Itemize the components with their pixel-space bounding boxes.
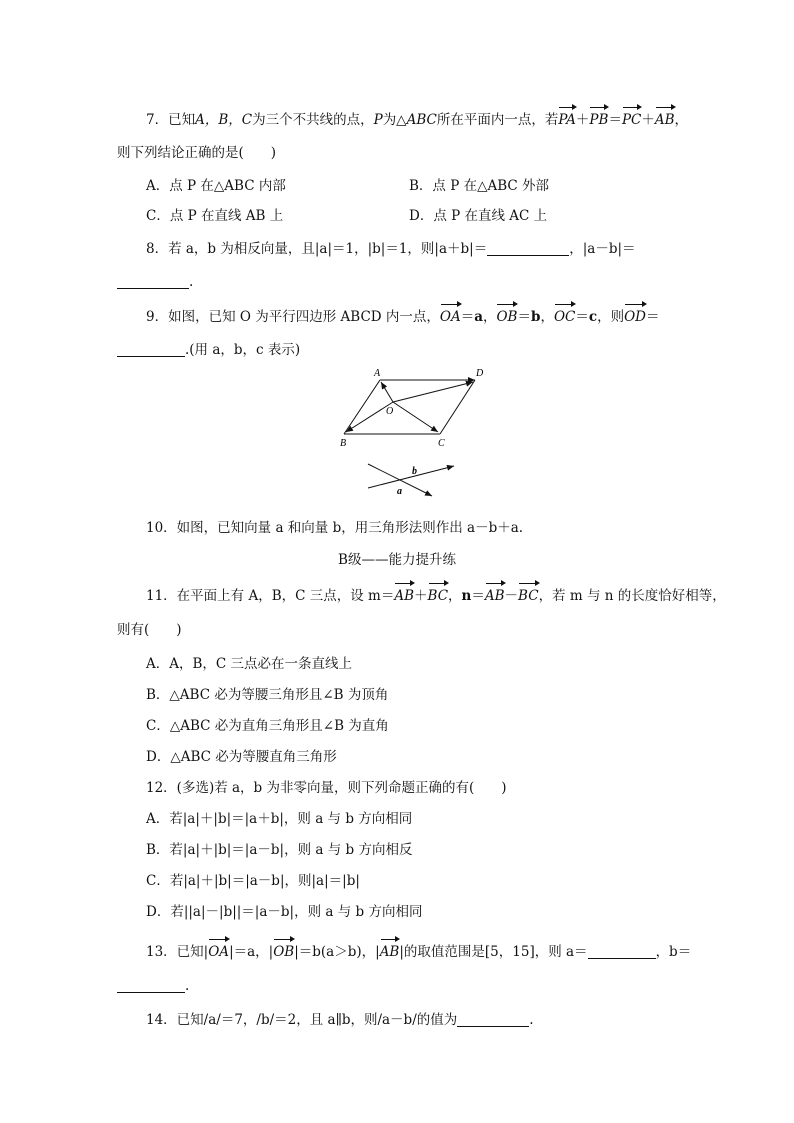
q8-line2 [117, 272, 193, 292]
q9-line2 [117, 340, 300, 360]
q7-triangle: ABC [406, 112, 437, 128]
answer-blank [117, 274, 189, 289]
q13-line1 [146, 942, 691, 962]
parallelogram-figure [330, 362, 490, 452]
label-d: D [476, 368, 484, 379]
vector-oa: OA [208, 944, 230, 960]
vector-ob: OB [496, 309, 518, 325]
q13-text5: ，b＝ [655, 944, 692, 960]
label-o: O [386, 406, 394, 417]
label-b: B [340, 438, 347, 449]
q7-option-c: C．点 P 在直线 AB 上 [146, 208, 284, 224]
vector-od-arrow [393, 382, 473, 402]
q7-vars: A，B，C [195, 112, 253, 128]
answer-blank [117, 342, 185, 357]
vector-ab: AB [379, 944, 400, 960]
q7-point: P [373, 112, 383, 128]
q14-line1 [146, 1010, 534, 1030]
q13-text3: |＝b(a＞b)，| [294, 944, 380, 960]
vector-pc: PC [621, 112, 642, 128]
vector-pa: PA [558, 112, 576, 128]
q12-option-c: C．若|a|＋|b|＝|a－b|，则|a|＝|b| [146, 873, 360, 889]
q11-line1: 11．在平面上有 A，B，C 三点，设 m＝AB＋BC，n＝AB－BC，若 m 与 n 的长度恰好相等， [146, 588, 726, 604]
section-heading: B级——能力提升练 [338, 552, 456, 568]
vector-ab: AB [394, 588, 415, 604]
q13-end: . [185, 978, 190, 994]
q7-text3: 所在平面内一点，若 [436, 112, 559, 128]
label-c: C [438, 438, 445, 449]
vector-ob: OB [273, 944, 295, 960]
q12-line1: 12．(多选)若 a，b 为非零向量，则下列命题正确的有( ) [146, 780, 507, 796]
q11-text2: ，若 m 与 n 的长度恰好相等， [538, 588, 726, 604]
q8-text: 8．若 a，b 为相反向量，且|a|＝1，|b|＝1，则|a＋b|＝ [146, 241, 488, 257]
edge-ab [344, 380, 380, 434]
vector-ab: AB [654, 112, 675, 128]
q12-option-d: D．若||a|－|b||＝|a－b|，则 a 与 b 方向相同 [146, 904, 423, 920]
q13-text2: |＝a，| [229, 944, 274, 960]
label-a: a [397, 486, 402, 497]
q12-option-b: B．若|a|＋|b|＝|a－b|，则 a 与 b 方向相反 [146, 842, 413, 858]
q7-line1: 7．已知A，B，C为三个不共线的点，P为△ABC所在平面内一点，若PA＋PB＝PC＋AB， [146, 112, 689, 128]
vector-b-arrow [368, 466, 454, 488]
vector-bc: BC [427, 588, 449, 604]
q7-number: 7．已知 [146, 112, 196, 128]
q10-line1: 10．如图，已知向量 a 和向量 b，用三角形法则作出 a－b＋a. [146, 520, 524, 536]
vector-oc-arrow [393, 402, 438, 432]
label-a: A [374, 368, 381, 379]
q9-line1: 9．如图，已知 O 为平行四边形 ABCD 内一点，OA＝a，OB＝b，OC＝c，则OD＝ [146, 309, 660, 325]
q13-text4: |的取值范围是[5，15]，则 a＝ [399, 944, 588, 960]
q7-option-d: D．点 P 在直线 AC 上 [409, 208, 548, 224]
q14-text: 14．已知/a/＝7，/b/＝2，且 a∥b，则/a－b/的值为 [146, 1012, 458, 1028]
q11-option-d: D．△ABC 必为等腰直角三角形 [146, 749, 337, 765]
q13-line2 [117, 976, 189, 996]
q8-line1 [146, 239, 636, 259]
q8-text2: ，|a－b|＝ [569, 241, 636, 257]
answer-blank [487, 241, 569, 256]
q11-option-c: C．△ABC 必为直角三角形且∠B 为直角 [146, 718, 389, 734]
q7-line2: 则下列结论正确的是( ) [117, 145, 277, 161]
vector-pb: PB [589, 112, 609, 128]
vector-ab: AB [484, 588, 505, 604]
q11-option-a: A．A，B，C 三点必在一条直线上 [146, 656, 353, 672]
vector-od: OD [624, 309, 646, 325]
q12-option-a: A．若|a|＋|b|＝|a＋b|，则 a 与 b 方向相同 [146, 811, 413, 827]
q13-text: 13．已知| [146, 944, 209, 960]
answer-blank [117, 978, 185, 993]
q14-end: . [529, 1012, 534, 1028]
q11-line2: 则有( ) [117, 622, 182, 638]
vector-bc: BC [518, 588, 539, 604]
vector-oc: OC [553, 309, 576, 325]
q7-option-b: B．点 P 在△ABC 外部 [409, 178, 550, 194]
q11-text: 11．在平面上有 A，B，C 三点，设 m＝ [146, 588, 395, 604]
vector-oa: OA [439, 309, 461, 325]
q8-end: . [189, 274, 194, 290]
vectors-ab-figure [360, 458, 460, 500]
answer-blank [457, 1012, 529, 1027]
vector-oa-arrow [381, 382, 393, 402]
q7-text2: 为△ [382, 112, 407, 128]
label-b: b [412, 466, 417, 477]
q7-text: 为三个不共线的点， [252, 112, 374, 128]
q9-text: 9．如图，已知 O 为平行四边形 ABCD 内一点， [146, 309, 440, 325]
answer-blank [588, 944, 656, 959]
edge-cd [440, 380, 475, 434]
q7-option-a: A．点 P 在△ABC 内部 [146, 178, 286, 194]
q11-option-b: B．△ABC 必为等腰三角形且∠B 为顶角 [146, 687, 389, 703]
q9-hint: .(用 a，b，c 表示) [185, 342, 301, 358]
